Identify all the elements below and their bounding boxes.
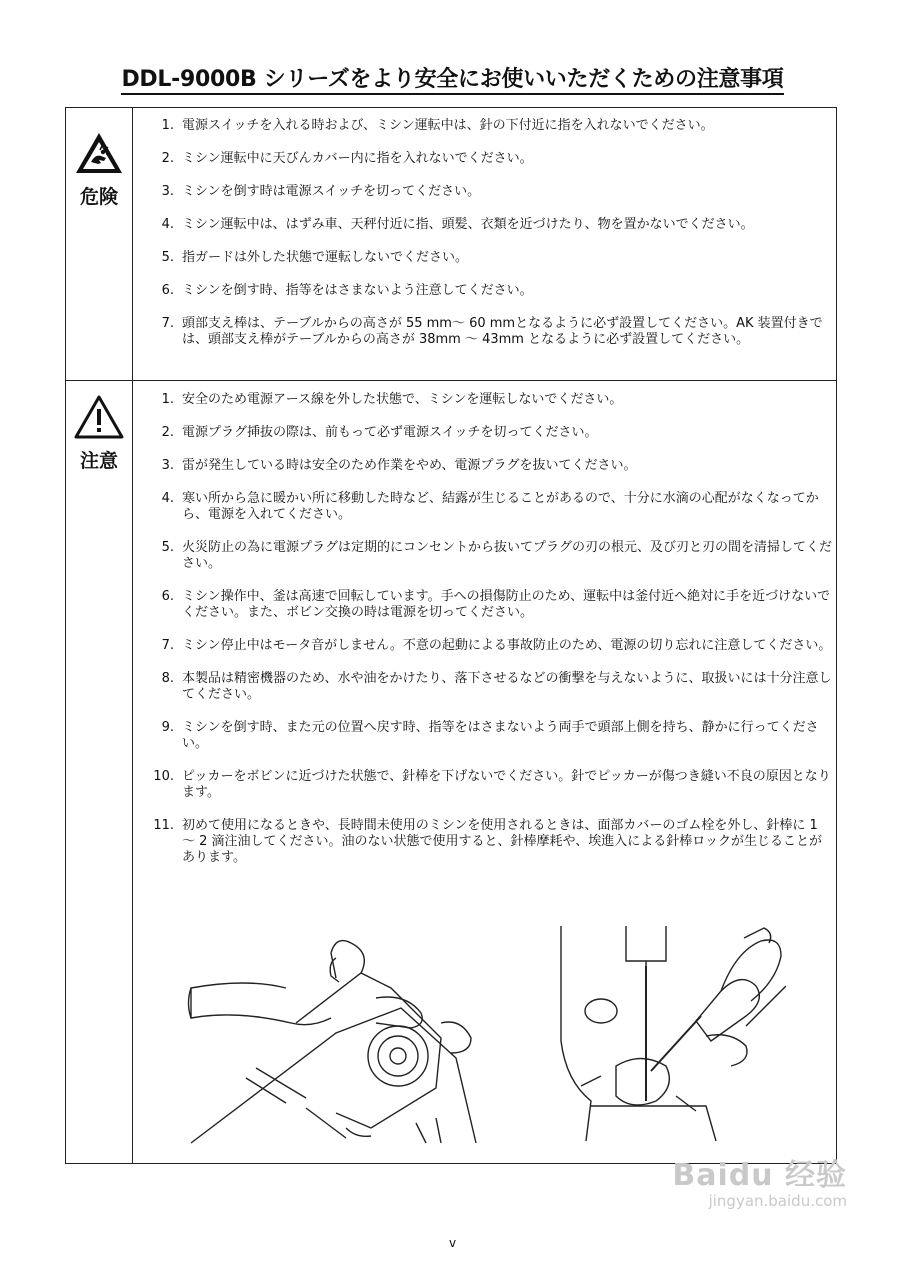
item-number: 8. <box>161 671 174 686</box>
danger-list <box>144 118 834 365</box>
item-text: 火災防止の為に電源プラグは定期的にコンセントから抜いてプラグの刃の根元、及び刃と刃の間を清掃してください。 <box>182 540 833 571</box>
item-text: ミシンを倒す時、また元の位置へ戻す時、指等をはさまないよう両手で頭部上側を持ち、静かに行ってください。 <box>182 720 819 751</box>
caution-item <box>144 491 834 523</box>
item-number: 2. <box>161 151 174 166</box>
item-number: 1. <box>161 392 174 407</box>
danger-item <box>144 151 834 167</box>
watermark-brand: Baidu 经验 <box>672 1158 847 1193</box>
caution-label: 注意 <box>79 450 118 472</box>
item-number: 3. <box>161 458 174 473</box>
danger-item <box>144 217 834 233</box>
item-number: 1. <box>161 118 174 133</box>
caution-item <box>144 818 834 866</box>
machine-tilt-illustration <box>186 928 486 1153</box>
item-text: ミシン運転中は、はずみ車、天秤付近に指、頭髪、衣類を近づけたり、物を置かないでください。 <box>182 217 754 232</box>
caution-item <box>144 392 834 408</box>
item-text: 初めて使用になるときや、長時間未使用のミシンを使用されるときは、面部カバーのゴム栓を外し、針棒に 1 〜 2 滴注油してください。油のない状態で使用すると、針棒摩耗や、埃進入による針棒ロックが生じることがあります。 <box>182 818 823 865</box>
exclamation-triangle-icon <box>73 394 125 440</box>
page-title-text: DDL-9000B シリーズをより安全にお使いいただくための注意事項 <box>121 67 783 95</box>
page-title <box>0 62 905 93</box>
item-number: 2. <box>161 425 174 440</box>
watermark-url: jingyan.baidu.com <box>708 1192 847 1210</box>
item-number: 7. <box>161 316 174 331</box>
item-text: ミシン操作中、釜は高速で回転しています。手への損傷防止のため、運転中は釜付近へ絶対に手を近づけないでください。また、ボビン交換の時は電源を切ってください。 <box>182 589 831 620</box>
section-divider <box>66 380 836 381</box>
hand-crush-warning-icon <box>73 130 125 176</box>
item-text: 頭部支え棒は、テーブルからの高さが 55 mm〜 60 mmとなるように必ず設置してください。AK 装置付きでは、頭部支え棒がテーブルからの高さが 38mm 〜 43mm となるように必ず設置してください。 <box>182 316 823 347</box>
danger-item <box>144 283 834 299</box>
danger-item <box>144 316 834 348</box>
caution-item <box>144 425 834 441</box>
item-text: ミシン運転中に天びんカバー内に指を入れないでください。 <box>182 151 533 166</box>
caution-item <box>144 769 834 801</box>
item-number: 3. <box>161 184 174 199</box>
watermark <box>672 1150 847 1210</box>
caution-item <box>144 458 834 474</box>
danger-label: 危険 <box>79 186 118 208</box>
caution-item <box>144 589 834 621</box>
item-number: 7. <box>161 638 174 653</box>
item-number: 5. <box>161 540 174 555</box>
item-number: 10. <box>153 769 174 784</box>
item-number: 6. <box>161 589 174 604</box>
item-number: 6. <box>161 283 174 298</box>
item-text: 寒い所から急に暖かい所に移動した時など、結露が生じることがあるので、十分に水滴の心配がなくなってから、電源を入れてください。 <box>182 491 819 522</box>
danger-item <box>144 118 834 134</box>
caution-item <box>144 720 834 752</box>
item-text: ミシンを倒す時、指等をはさまないよう注意してください。 <box>182 283 533 298</box>
column-divider <box>132 108 133 1163</box>
caution-list <box>144 392 834 883</box>
item-text: 雷が発生している時は安全のため作業をやめ、電源プラグを抜いてください。 <box>182 458 637 473</box>
danger-item <box>144 184 834 200</box>
item-text: ピッカーをボビンに近づけた状態で、針棒を下げないでください。針でピッカーが傷つき縫い不良の原因となります。 <box>182 769 831 800</box>
item-number: 4. <box>161 491 174 506</box>
item-text: 安全のため電源アース線を外した状態で、ミシンを運転しないでください。 <box>182 392 623 407</box>
page-number: v <box>448 1236 457 1250</box>
item-text: 指ガードは外した状態で運転しないでください。 <box>182 250 469 265</box>
danger-item <box>144 250 834 266</box>
item-text: ミシン停止中はモータ音がしません。不意の起動による事故防止のため、電源の切り忘れに注意してください。 <box>182 638 832 653</box>
safety-table <box>65 107 837 1164</box>
item-number: 5. <box>161 250 174 265</box>
caution-item <box>144 671 834 703</box>
danger-sidebar <box>66 130 132 209</box>
item-text: 本製品は精密機器のため、水や油をかけたり、落下させるなどの衝撃を与えないように、取扱いには十分注意してください。 <box>182 671 832 702</box>
caution-item <box>144 540 834 572</box>
item-number: 4. <box>161 217 174 232</box>
item-text: ミシンを倒す時は電源スイッチを切ってください。 <box>182 184 481 199</box>
item-number: 9. <box>161 720 174 735</box>
caution-item <box>144 638 834 654</box>
needle-bar-oiling-illustration <box>546 926 786 1146</box>
item-text: 電源スイッチを入れる時および、ミシン運転中は、針の下付近に指を入れないでください。 <box>182 118 714 133</box>
item-text: 電源プラグ挿抜の際は、前もって必ず電源スイッチを切ってください。 <box>182 425 598 440</box>
item-number: 11. <box>153 818 174 833</box>
caution-sidebar <box>66 394 132 473</box>
